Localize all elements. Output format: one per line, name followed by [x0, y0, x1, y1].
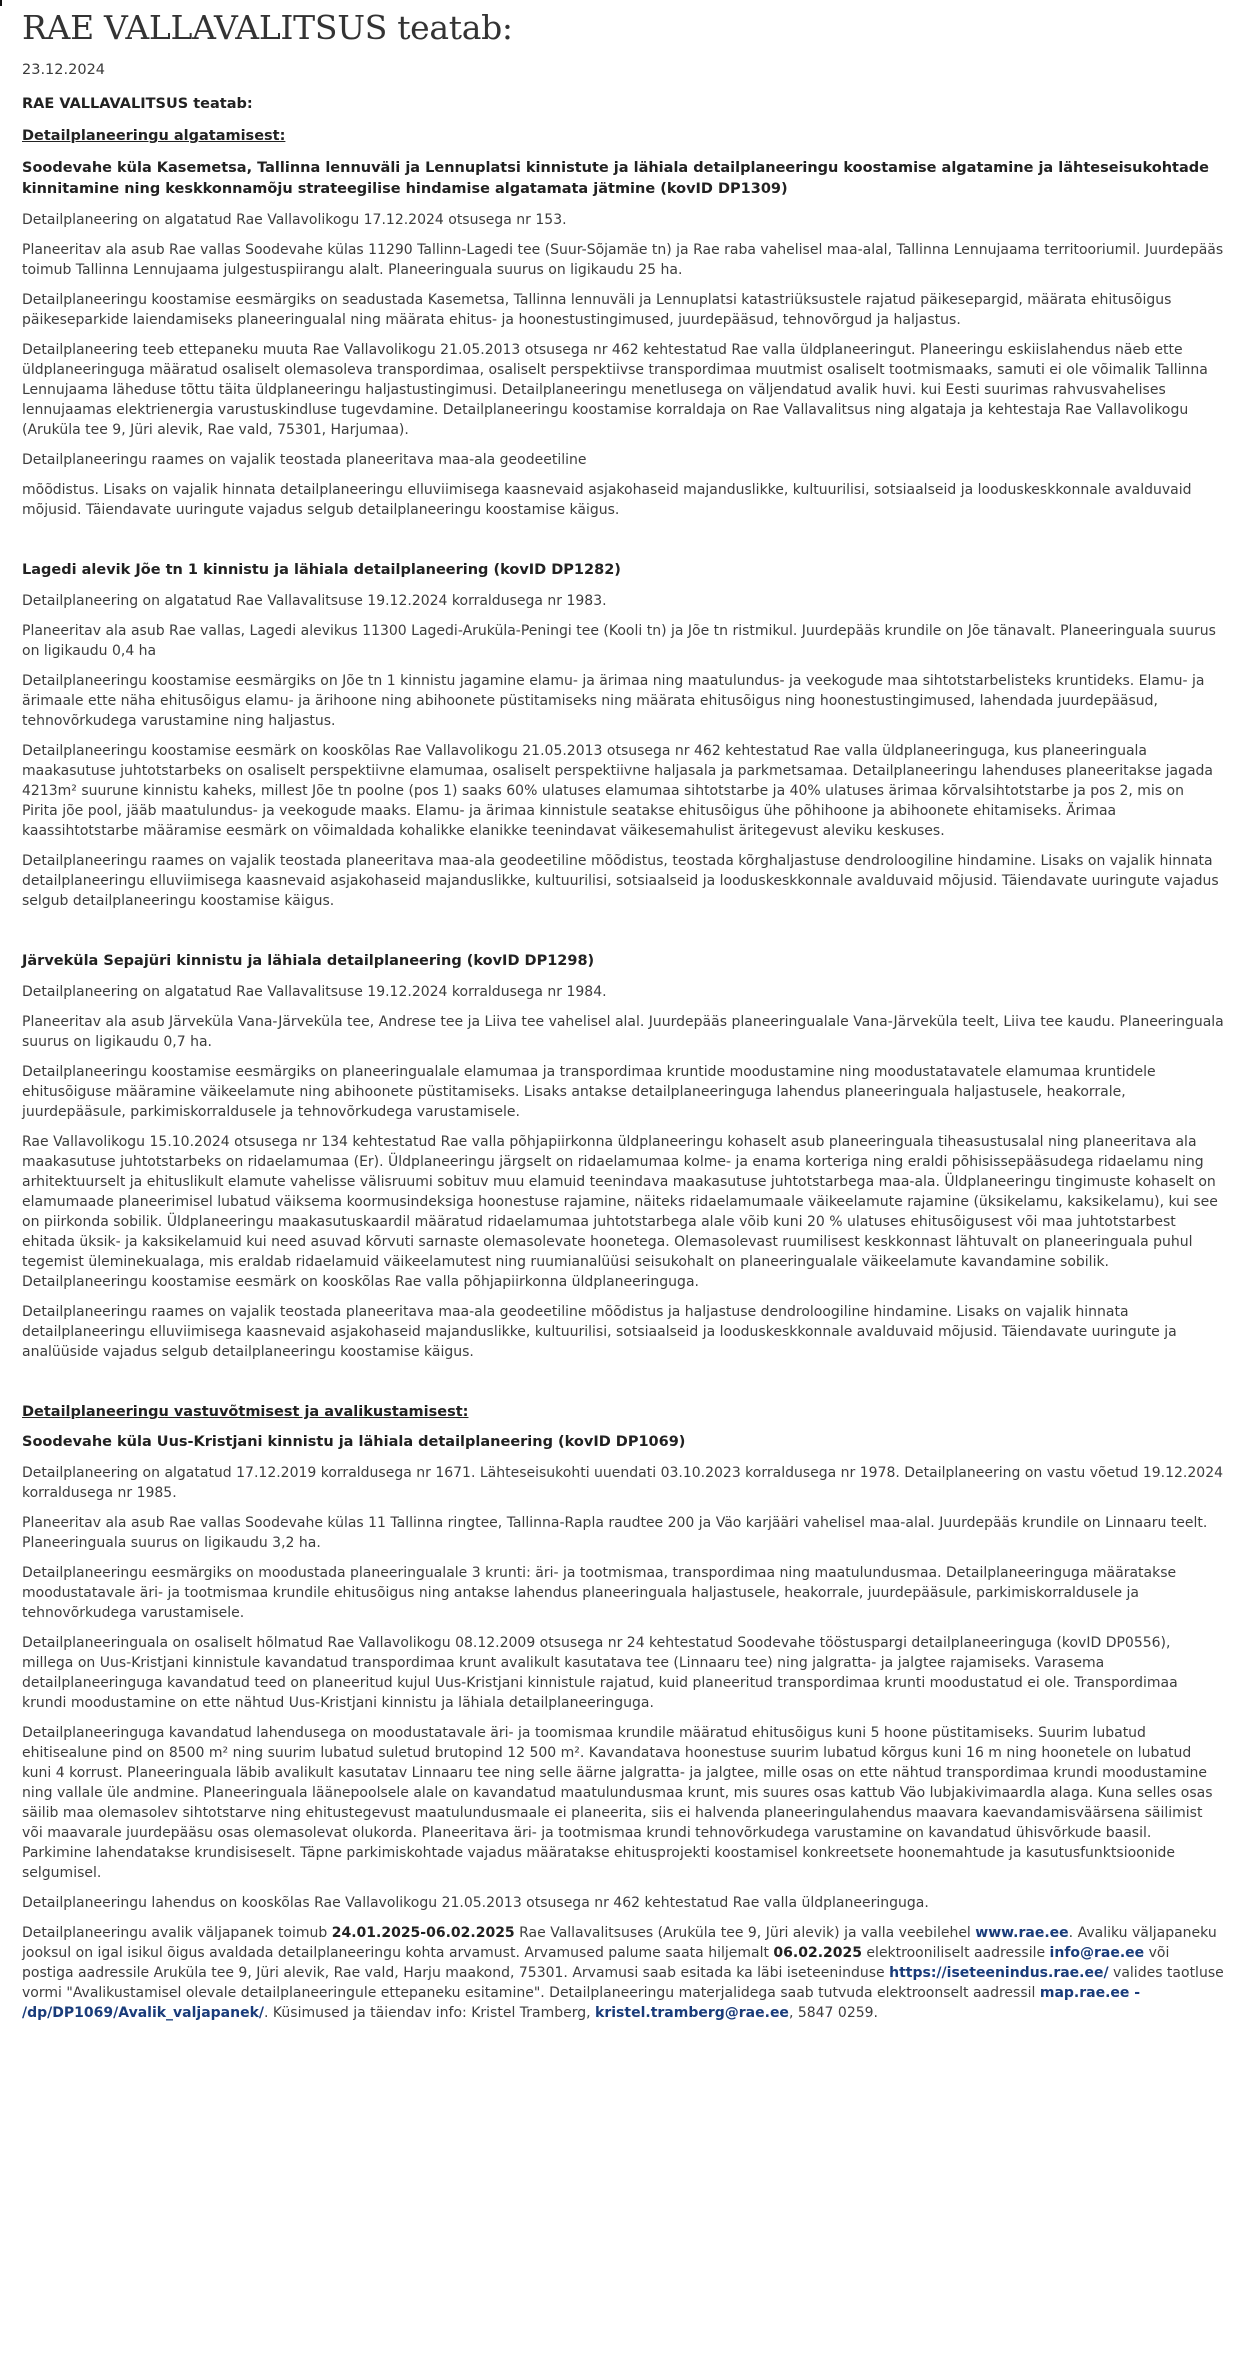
section-heading-initiation: Detailplaneeringu algatamisest: [22, 128, 286, 144]
paragraph: Detailplaneeringu koostamise eesmärgiks on Jõe tn 1 kinnistu jagamine elamu- ja ärimaa ning maatulundus- ja veekogude maa sihtotstarbelisteks kruntideks. Elamu- ja ärimaale ette näha ehitusõigus elamu- ja ärihoone ning abihoonete püstitamiseks ning määrata ehitusõigus ning hoonestustingimused, lahendada juurdepääsud, tehnovõrkudega varustamine ning haljastus. [22, 673, 1205, 729]
window-edge-marker [0, 0, 2, 6]
notice-text: Detailplaneeringu avalik väljapanek toimub [22, 1925, 332, 1941]
paragraph: Detailplaneeringu raames on vajalik teostada planeeritava maa-ala geodeetiline mõõdistus, teostada kõrghaljastuse dendroloogiline hindamine. Lisaks on vajalik hinnata detailplaneeringu elluviimisega kaasnevaid asjakohaseid majanduslikke, kultuurilisi, sotsiaalseid ja looduskeskkonnale avalduvaid mõjusid. Täiendavate uuringute vajadus selgub detailplaneeringu koostamise käigus. [22, 853, 1219, 909]
public-display-notice [22, 1923, 1224, 2023]
notice-text: , 5847 0259. [788, 2005, 878, 2021]
notice-text: või postiga aadressile Aruküla tee 9, Jüri alevik, Rae vald, Harju maakond, 75301. Arvamusi saab esitada ka läbi iseteeninduse [22, 1945, 1170, 1981]
paragraph: Detailplaneering on algatatud Rae Vallavolikogu 17.12.2024 otsusega nr 153. [22, 212, 567, 228]
paragraph: Planeeritav ala asub Järveküla Vana-Järveküla tee, Andrese tee ja Liiva tee vahelisel alal. Juurdepääs planeeringualale Vana-Järveküla teelt, Liiva tee kaudu. Planeeringuala suurus on ligikaudu 0,7 ha. [22, 1014, 1224, 1050]
paragraph: Detailplaneeringu raames on vajalik teostada planeeritava maa-ala geodeetiline [22, 452, 587, 468]
section-heading-adoption: Detailplaneeringu vastuvõtmisest ja avalikustamisest: [22, 1404, 469, 1420]
plan-block-dp1298 [22, 951, 1224, 1362]
paragraph: Detailplaneeringu koostamise eesmärgiks on planeeringualale elamumaa ja transpordimaa kruntide moodustamine ning moodustatavatele elamumaa kruntidele ehitusõiguse määramine väikeelamute ning abihoonete püstitamiseks. Lisaks antakse detailplaneeringuga lahendus planeeringuala haljastusele, heakorrale, juurdepääsule, parkimiskorraldusele ja tehnovõrkudega varustamisele. [22, 1064, 1156, 1120]
paragraph: Detailplaneering on algatatud Rae Vallavalitsuse 19.12.2024 korraldusega nr 1983. [22, 593, 607, 609]
page-title: RAE VALLAVALITSUS teatab: [22, 8, 513, 47]
plan-title: Lagedi alevik Jõe tn 1 kinnistu ja lähiala detailplaneering (kovID DP1282) [22, 562, 621, 578]
deadline-date: 06.02.2025 [773, 1945, 862, 1961]
notice-text: . Avaliku väljapaneku jooksul on igal isikul õigus avaldada detailplaneeringu kohta arvamust. Arvamused palume saata hiljemalt [22, 1925, 1217, 1961]
plan-title: Järveküla Sepajüri kinnistu ja lähiala detailplaneering (kovID DP1298) [22, 953, 595, 969]
paragraph: Detailplaneering teeb ettepaneku muuta Rae Vallavolikogu 21.05.2013 otsusega nr 462 kehtestatud Rae valla üldplaneeringut. Planeeringu eskiislahendus näeb ette üldplaneeringuga määratud osaliselt olemasoleva transpordimaa, osaliselt perspektiivse transpordimaa muutmist osaliselt tootmismaaks, samuti ei ole võimalik Tallinna Lennujaama läheduse tõttu täita üldplaneeringu haljastustingimusi. Detailplaneeringu menetlusega on väljendatud avalik huvi. kui Eesti suurimas rahvusvahelises lennujaamas elektrienergia varustuskindluse tugevdamine. Detailplaneeringu koostamise korraldaja on Rae Vallavalitsus ning algataja ja kehtestaja Rae Vallavolikogu (Aruküla tee 9, Jüri alevik, Rae vald, 75301, Harjumaa). [22, 342, 1208, 438]
paragraph: Rae Vallavolikogu 15.10.2024 otsusega nr 134 kehtestatud Rae valla põhjapiirkonna üldplaneeringu kohaselt asub planeeringuala tiheasustusalal ning planeeritava ala maakasutuse juhtotstarbeks on ridaelamumaa (Er). Üldplaneeringu järgselt on ridaelamumaa kolme- ja enama korteriga ning eraldi põhisissepääsudega ridaelamu ning arhitektuurselt ja ehituslikult elamute vahelisse välisruumi sobituv muu elamuid teenindava maakasutuse juhtotstarbega maa-ala. Üldplaneeringu tingimuste kohaselt on elamumaade planeerimisel lubatud väiksema koormusindeksiga hoonestuse rajamine, näiteks ridaelamumaale väikeelamute rajamine (üksikelamu, kaksikelamu), kui see on piirkonda sobilik. Üldplaneeringu maakasutuskaardil määratud ridaelamumaa juhtotstarbega alale võib kuni 20 % ulatuses ehitusõigusest või maa juhtotstarbest ehitada üksik- ja kaksikelamuid kui need asuvad kõrvuti sarnaste olemasolevate hoonetega. Olemasolevast ruumilisest keskkonnast lähtuvalt on planeeringuala puhul tegemist üleminekualaga, mis eraldab ridaelamuid väikeelamutest ning ruumianalüüsi seisukohalt on planeeringualale väikeelamute kavandamine sobilik. Detailplaneeringu koostamise eesmärk on kooskõlas Rae valla põhjapiirkonna üldplaneeringuga. [22, 1134, 1218, 1290]
lead-line: RAE VALLAVALITSUS teatab: [22, 96, 253, 112]
paragraph: Planeeritav ala asub Rae vallas, Lagedi alevikus 11300 Lagedi-Aruküla-Peningi tee (Kooli tn) ja Jõe tn ristmikul. Juurdepääs krundile on Jõe tänavalt. Planeeringuala suurus on ligikaudu 0,4 ha [22, 623, 1216, 659]
notice-text: elektrooniliselt aadressile [861, 1945, 1050, 1961]
paragraph: Detailplaneering on algatatud Rae Vallavalitsuse 19.12.2024 korraldusega nr 1984. [22, 984, 607, 1000]
article [22, 0, 1224, 2023]
email-link[interactable]: info@rae.ee [1049, 1945, 1145, 1961]
paragraph: Detailplaneeringuga kavandatud lahendusega on moodustatavale äri- ja toomismaa krundile määratud ehitusõigus kuni 5 hoone püstitamiseks. Suurim lubatud ehitisealune pind on 8500 m² ning suurim lubatud suletud brutopind 12 500 m². Kavandatava hoonestuse suurim lubatud kõrgus kuni 16 m ning hoonetele on lubatud kuni 4 korrust. Planeeringuala läbib avalikult kasutatav Linnaaru tee ning selle äärne jalgratta- ja jalgtee, mille osas on ette nähtud transpordimaa krundi moodustamine ning vallale üle andmine. Planeeringuala läänepoolsele alale on kavandatud maatulundusmaa krunt, mis suures osas kattub Väo lubjakivimaardla alaga. Kuna selles osas säilib maa olemasolev sihtotstarve ning ehitustegevust maatulundusmaale ei planeerita, siis ei halvenda planeeringulahendus maavara kaevandamisväärsena säilimist või maavarale juurdepääsu osas olemasolevat olukorda. Planeeritava äri- ja tootmismaa krundi tehnovõrkudega varustamine on kavandatud ühisvõrkude baasil. Parkimine lahendatakse krundisiseselt. Täpne parkimiskohtade vajadus määratakse ehitusprojekti koostamisel konkreetsete hoonemahtude ja kasutusfunktsioonide selgumisel. [22, 1725, 1213, 1881]
paragraph: Detailplaneeringu raames on vajalik teostada planeeritava maa-ala geodeetiline mõõdistus ja haljastuse dendroloogiline hindamine. Lisaks on vajalik hinnata detailplaneeringu elluviimisega kaasnevaid asjakohaseid majanduslikke, kultuurilisi, sotsiaalseid ja looduskeskkonnale avalduvaid mõjusid. Täiendavate uuringute ja analüüside vajadus selgub detailplaneeringu koostamise käigus. [22, 1304, 1177, 1360]
notice-text: . Küsimused ja täiendav info: Kristel Tramberg, [264, 2005, 596, 2021]
paragraph: Planeeritav ala asub Rae vallas Soodevahe külas 11 Tallinna ringtee, Tallinna-Rapla raudtee 200 ja Väo karjääri vahelisel maa-alal. Juurdepääs krundile on Linnaaru teelt. Planeeringuala suurus on ligikaudu 3,2 ha. [22, 1515, 1208, 1551]
contact-email-link[interactable]: kristel.tramberg@rae.ee [595, 2005, 789, 2021]
paragraph: mõõdistus. Lisaks on vajalik hinnata detailplaneeringu elluviimisega kaasnevaid asjakohaseid majanduslikke, kultuurilisi, sotsiaalseid ja looduskeskkonnale avalduvaid mõjusid. Täiendavate uuringute vajadus selgub detailplaneeringu koostamise käigus. [22, 482, 1192, 518]
paragraph: Detailplaneeringu eesmärgiks on moodustada planeeringualale 3 krunti: äri- ja tootmismaa, transpordimaa ning maatulundusmaa. Detailplaneeringuga määratakse moodustatavale äri- ja tootmismaa krundile ehitusõigus ning antakse lahendus planeeringuala haljastusele, heakorrale, juurdepääsule, parkimiskorraldusele ja tehnovõrkudega varustamisele. [22, 1565, 1177, 1621]
paragraph: Detailplaneeringuala on osaliselt hõlmatud Rae Vallavolikogu 08.12.2009 otsusega nr 24 kehtestatud Soodevahe tööstuspargi detailplaneeringuga (kovID DP0556), millega on Uus-Kristjani kinnistule kavandatud transpordimaa krunt avalikult kasutatava tee (Linnaaru tee) ning jalgratta- ja jalgtee rajamiseks. Varasema detailplaneeringuga kavandatud teed on planeeritud kujul Uus-Kristjani kinnistule rajatud, kuid planeeritud transpordimaa krunti moodustatud ei ole. Transpordimaa krundi moodustamine on ette nähtud Uus-Kristjani kinnistu ja lähiala detailplaneeringuga. [22, 1635, 1178, 1711]
paragraph: Detailplaneering on algatatud 17.12.2019 korraldusega nr 1671. Lähteseisukohti uuendati 03.10.2023 korraldusega nr 1978. Detailplaneering on vastu võetud 19.12.2024 korraldusega nr 1985. [22, 1465, 1224, 1501]
paragraph: Detailplaneeringu lahendus on kooskõlas Rae Vallavolikogu 21.05.2013 otsusega nr 462 kehtestatud Rae valla üldplaneeringuga. [22, 1895, 929, 1911]
self-service-link[interactable]: https://iseteenindus.rae.ee/ [889, 1965, 1109, 1981]
website-link[interactable]: www.rae.ee [975, 1925, 1069, 1941]
plan-title: Soodevahe küla Kasemetsa, Tallinna lennuväli ja Lennuplatsi kinnistute ja lähiala detailplaneeringu koostamise algatamine ja lähteseisukohtade kinnitamine ning keskkonnamõju strateegilise hindamise algatamata jätmine (kovID DP1309) [22, 160, 1209, 197]
notice-text: valides taotluse vormi "Avalikustamisel olevale detailplaneeringule ettepaneku esitamine". Detailplaneeringu materjalidega saab tutvuda elektroonselt aadressil [22, 1965, 1224, 2001]
plan-block-dp1069 [22, 1432, 1224, 2023]
plan-block-dp1309 [22, 158, 1224, 520]
display-period: 24.01.2025-06.02.2025 [331, 1925, 515, 1941]
paragraph: Detailplaneeringu koostamise eesmärk on kooskõlas Rae Vallavolikogu 21.05.2013 otsusega nr 462 kehtestatud Rae valla üldplaneeringuga, kus planeeringuala maakasutuse juhtotstarbeks on osaliselt perspektiivne elamumaa, osaliselt perspektiivne haljasala ja parkmetsamaa. Detailplaneeringu lahenduses planeeritakse jagada 4213m² suurune kinnistu kaheks, millest Jõe tn poolne (pos 1) saaks 60% ulatuses elamumaa sihtotstarbe ja 40% ulatuses ärimaa kõrvalsihtotstarbe ja pos 2, mis on Pirita jõe pool, jääb maatulundus- ja veekogude maaks. Elamu- ja ärimaa kinnistule seatakse ehitusõigus ühe põhihoone ja abihoonete ehitamiseks. Ärimaa kaassihtotstarbe määramise eesmärk on võimaldada kohalikke elanikke teenindavat väikesemahulist äritegevust aleviku keskuses. [22, 743, 1214, 839]
publish-date: 23.12.2024 [22, 62, 106, 78]
notice-text: Rae Vallavalitsuses (Aruküla tee 9, Jüri alevik) ja valla veebilehel [514, 1925, 976, 1941]
plan-block-dp1282 [22, 560, 1224, 911]
plan-title: Soodevahe küla Uus-Kristjani kinnistu ja lähiala detailplaneering (kovID DP1069) [22, 1434, 686, 1450]
map-link[interactable]: map.rae.ee - /dp/DP1069/Avalik_valjapanek/ [22, 1985, 1141, 2021]
paragraph: Detailplaneeringu koostamise eesmärgiks on seadustada Kasemetsa, Tallinna lennuväli ja Lennuplatsi katastriüksustele rajatud päikesepargid, määrata ehitusõigus päikeseparkide laiendamiseks planeeringualal ning määrata ehitus- ja hoonestustingimused, juurdepääsud, tehnovõrgud ja haljastus. [22, 292, 1172, 328]
paragraph: Planeeritav ala asub Rae vallas Soodevahe külas 11290 Tallinn-Lagedi tee (Suur-Sõjamäe tn) ja Rae raba vahelisel maa-alal, Tallinna Lennujaama territooriumil. Juurdepääs toimub Tallinna Lennujaama julgestuspiirangu alalt. Planeeringuala suurus on ligikaudu 25 ha. [22, 242, 1224, 278]
